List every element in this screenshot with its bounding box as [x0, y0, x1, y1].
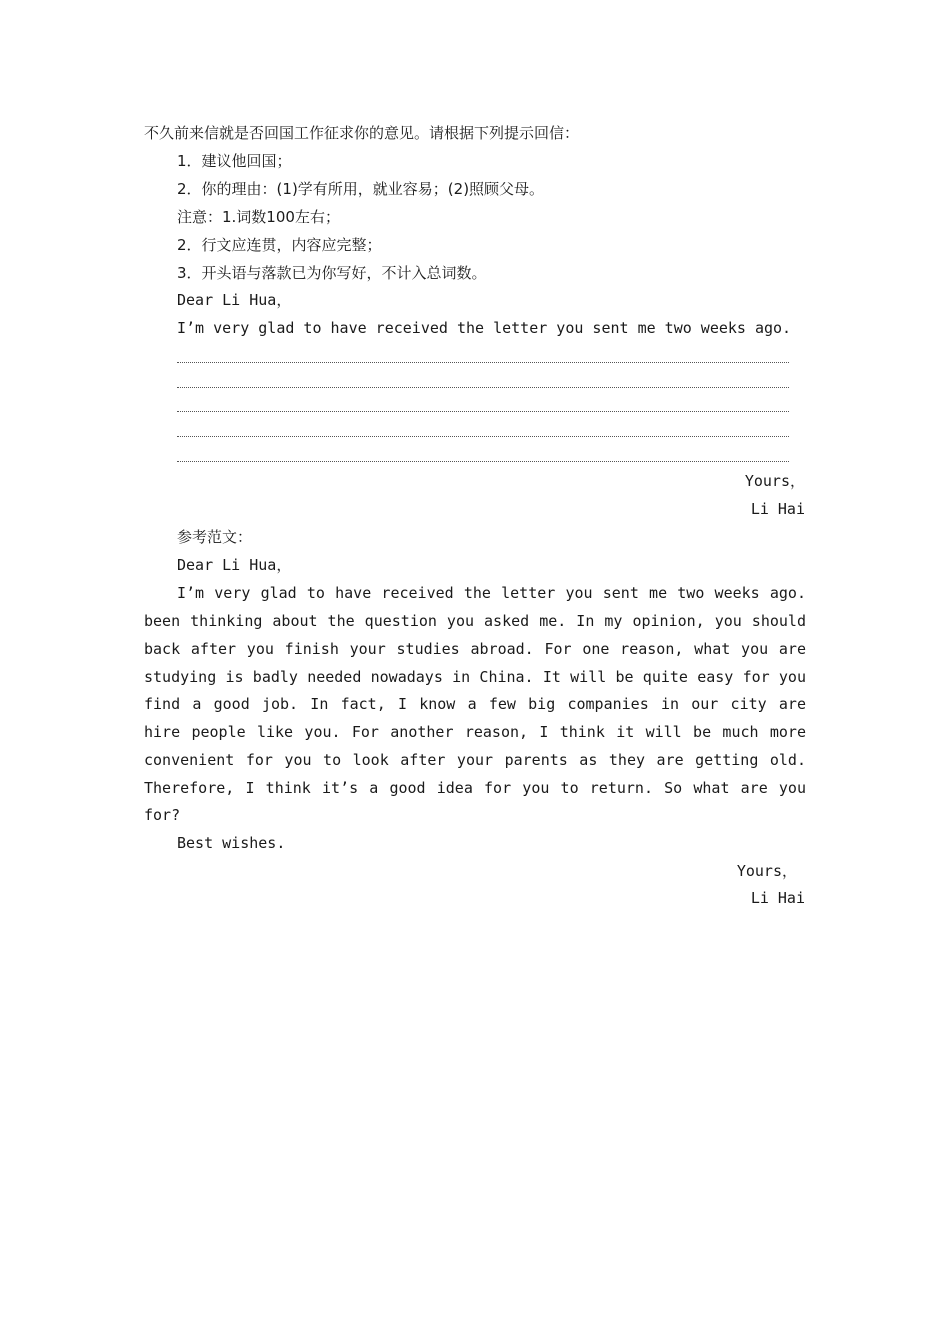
prompt-intro: 不久前来信就是否回国工作征求你的意见。请根据下列提示回信：: [144, 124, 580, 142]
reference-signature: Li Hai: [750, 889, 805, 907]
reference-body-line-2: been thinking about the question you asked me. In my opinion, you should: [144, 612, 806, 630]
answer-line-4[interactable]: [177, 436, 789, 437]
answer-line-2[interactable]: [177, 387, 789, 388]
answer-line-1[interactable]: [177, 362, 789, 363]
reference-body-line-4: studying is badly needed nowadays in China. It will be quite easy for you: [144, 668, 806, 686]
note-3: 3．开头语与落款已为你写好，不计入总词数。: [177, 264, 487, 282]
reference-body-line-9: for?: [144, 806, 181, 824]
reference-greeting: Dear Li Hua，: [177, 556, 292, 574]
reference-heading: 参考范文：: [177, 528, 253, 546]
template-greeting: Dear Li Hua，: [177, 291, 292, 309]
reference-closing: Yours，: [736, 862, 797, 880]
note-2: 2．行文应连贯，内容应完整；: [177, 236, 382, 254]
reference-body-line-6: hire people like you. For another reason, I think it will be much more: [144, 723, 806, 741]
template-signature: Li Hai: [750, 500, 805, 518]
reference-body-line-5: find a good job. In fact, I know a few big companies in our city are: [144, 695, 806, 713]
note-1: 注意：1.词数100左右；: [177, 208, 340, 226]
template-opening: I’m very glad to have received the letter you sent me two weeks ago.: [177, 319, 792, 337]
prompt-point-2: 2．你的理由：(1)学有所用，就业容易；(2)照顾父母。: [177, 180, 545, 198]
reference-body-line-7: convenient for you to look after your parents as they are getting old.: [144, 751, 806, 769]
reference-wishes: Best wishes.: [177, 834, 286, 852]
reference-body-line-1: I’m very glad to have received the letter you sent me two weeks ago.: [177, 584, 806, 602]
reference-body-line-8: Therefore, I think it’s a good idea for you to return. So what are you: [144, 779, 806, 797]
reference-body-line-3: back after you finish your studies abroad. For one reason, what you are: [144, 640, 806, 658]
answer-line-5[interactable]: [177, 461, 789, 462]
prompt-point-1: 1．建议他回国；: [177, 152, 292, 170]
answer-line-3[interactable]: [177, 411, 789, 412]
template-closing: Yours，: [744, 472, 805, 490]
